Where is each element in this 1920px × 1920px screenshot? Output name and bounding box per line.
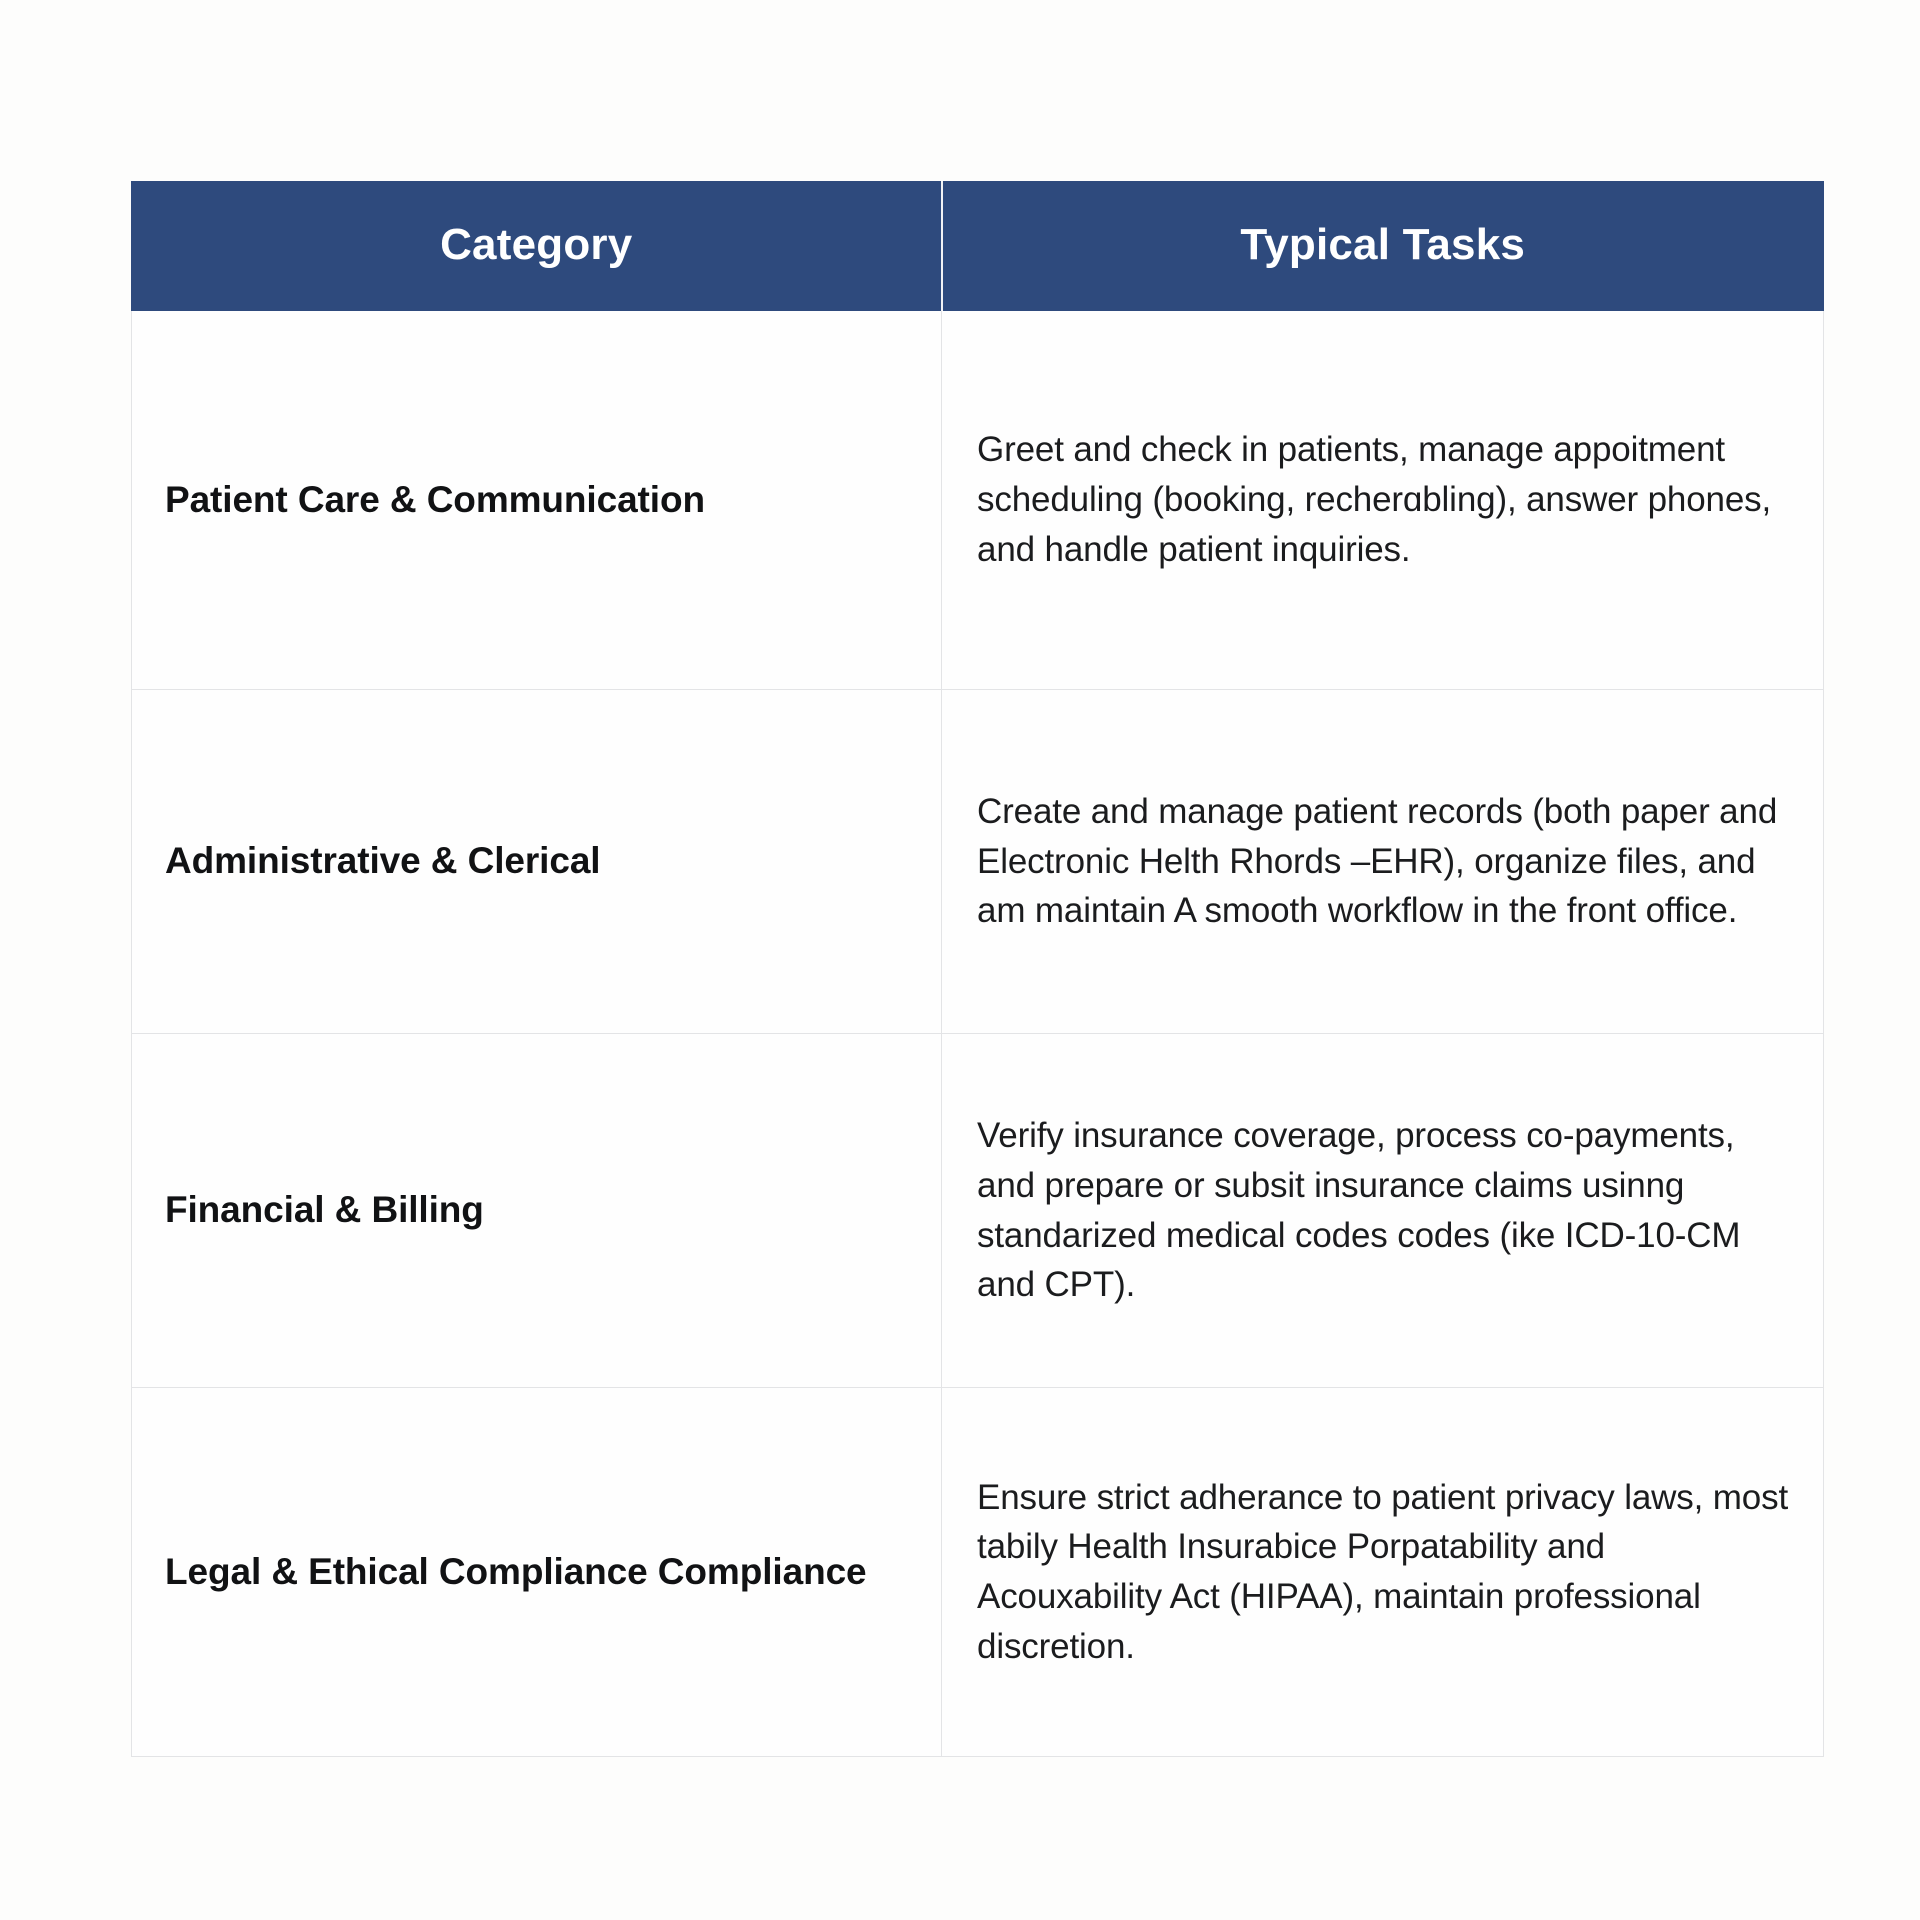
cell-tasks-patient-care: Greet and check in patients, manage appoitment scheduling (booking, recherɑbling), answer phones, and handle patient inquiries. <box>942 311 1824 690</box>
table-row <box>132 1034 1824 1388</box>
cell-tasks-legal-ethical-compliance: Ensure strict adherance to patient privacy laws, most tabily Health Insurabice Porpatability and Acouxability Act (HIPAA), maintain professional discretion. <box>942 1388 1824 1757</box>
cell-category-legal-ethical-compliance: Legal & Ethical Compliance Compliance <box>132 1388 942 1757</box>
table-header <box>132 182 1824 311</box>
table-row <box>132 311 1824 690</box>
table-row <box>132 690 1824 1034</box>
cell-tasks-financial-billing: Verify insurance coverage, process co-payments, and prepare or subsit insurance claims usinng standarized medical codes codes (ike ICD-10-CM and CPT). <box>942 1034 1824 1388</box>
cell-category-financial-billing: Financial & Billing <box>132 1034 942 1388</box>
cell-category-patient-care: Patient Care & Communication <box>132 311 942 690</box>
table-body <box>132 311 1824 1757</box>
table-row <box>132 1388 1824 1757</box>
cell-tasks-administrative-clerical: Create and manage patient records (both paper and Electronic Helth Rhords –EHR), organize files, and am maintain A smooth workflow in the front office. <box>942 690 1824 1034</box>
table-container <box>131 181 1823 1757</box>
cell-category-administrative-clerical: Administrative & Clerical <box>132 690 942 1034</box>
table-header-row <box>132 182 1824 311</box>
column-header-category: Category <box>132 182 942 311</box>
column-header-typical-tasks: Typical Tasks <box>942 182 1824 311</box>
tasks-table <box>131 181 1824 1757</box>
